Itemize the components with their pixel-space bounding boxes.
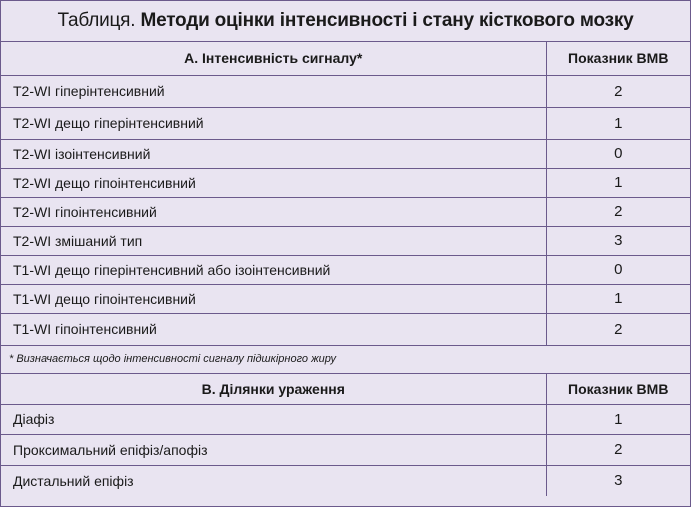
row-score: 2 (546, 75, 690, 107)
row-score: 1 (546, 284, 690, 313)
section-a-header: А. Інтенсивність сигналу* (184, 50, 363, 67)
row-score: 1 (546, 107, 690, 139)
title-prefix: Таблиця. (57, 10, 136, 31)
section-b-header: В. Ділянки ураження (1, 373, 546, 404)
title-main: Методи оцінки інтенсивності і стану кісткового мозку (140, 10, 634, 31)
row-label: T1-WI дещо гіпоінтенсивний (1, 284, 546, 313)
table-row (1, 226, 690, 255)
section-a-header-row (1, 42, 690, 75)
table-row (1, 404, 690, 434)
row-label: Проксимальний епіфіз/апофіз (1, 434, 546, 465)
table-row (1, 75, 690, 107)
section-a-score-header: Показник ВМВ (546, 42, 690, 75)
footnote: * Визначається щодо інтенсивності сигналу підшкірного жиру (1, 345, 690, 373)
row-label: T1-WI гіпоінтенсивний (1, 313, 546, 345)
table-row (1, 434, 690, 465)
row-label: Діафіз (1, 404, 546, 434)
table-row (1, 284, 690, 313)
row-label: T2-WI дещо гіперінтенсивний (1, 107, 546, 139)
table-row (1, 168, 690, 197)
row-score: 2 (546, 313, 690, 345)
table-row (1, 313, 690, 345)
row-score: 3 (546, 226, 690, 255)
row-label: T2-WI гіпоінтенсивний (1, 197, 546, 226)
row-score: 2 (546, 197, 690, 226)
row-label: T2-WI ізоінтенсивний (1, 139, 546, 168)
row-score: 2 (546, 434, 690, 465)
table-title (1, 1, 690, 42)
section-b-header-row (1, 373, 690, 404)
methods-table (1, 42, 690, 496)
row-label: T2-WI дещо гіпоінтенсивний (1, 168, 546, 197)
row-label: T2-WI гіперінтенсивний (1, 75, 546, 107)
table-row (1, 139, 690, 168)
row-label: T1-WI дещо гіперінтенсивний або ізоінтенсивний (1, 255, 546, 284)
row-score: 0 (546, 139, 690, 168)
footnote-row (1, 345, 690, 373)
row-score: 1 (546, 168, 690, 197)
table-row (1, 107, 690, 139)
section-b-score-header: Показник ВМВ (546, 373, 690, 404)
row-score: 0 (546, 255, 690, 284)
row-score: 3 (546, 465, 690, 496)
table-row (1, 255, 690, 284)
table-row (1, 197, 690, 226)
row-label: Дистальний епіфіз (1, 465, 546, 496)
row-score: 1 (546, 404, 690, 434)
table-row (1, 465, 690, 496)
row-label: T2-WI змішаний тип (1, 226, 546, 255)
